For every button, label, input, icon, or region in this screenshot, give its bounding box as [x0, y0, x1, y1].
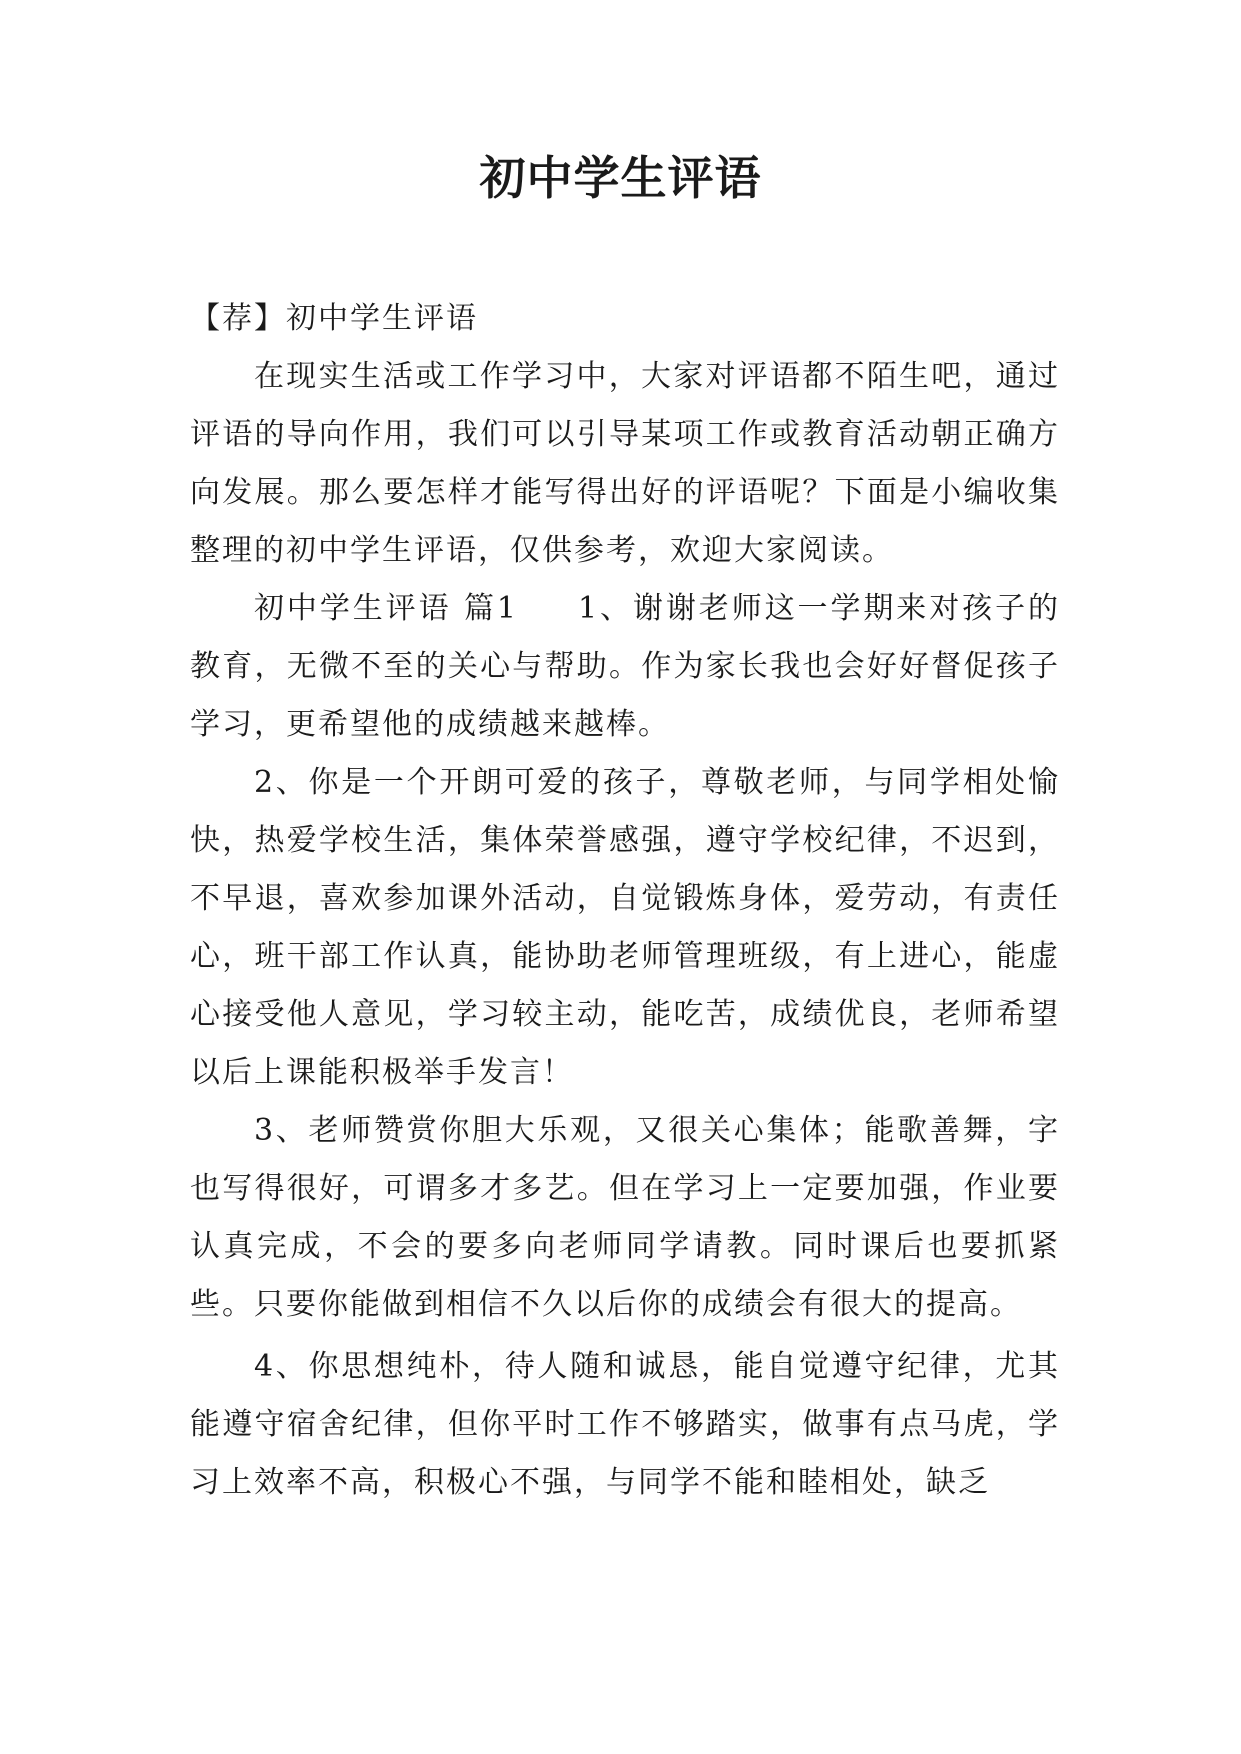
comment-item-2: 2、你是一个开朗可爱的孩子，尊敬老师，与同学相处愉快，热爱学校生活，集体荣誉感强，遵守学校纪律，不迟到，不早退，喜欢参加课外活动，自觉锻炼身体，爱劳动，有责任心，班干部工作认真，能协助老师管理班级，有上进心，能虚心接受他人意见，学习较主动，能吃苦，成绩优良，老师希望以后上课能积极举手发言！: [190, 765, 1060, 1090]
document-title: 初中学生评语: [479, 151, 762, 205]
subtitle-line: 【荐】初中学生评语: [190, 301, 478, 336]
comment-item-4: 4、你思想纯朴，待人随和诚恳，能自觉遵守纪律，尤其能遵守宿舍纪律，但你平时工作不够踏实，做事有点马虎，学习上效率不高，积极心不强，与同学不能和睦相处，缺乏: [190, 1349, 1060, 1500]
section-paragraph: [190, 580, 1060, 754]
comment-item-1: 1、谢谢老师这一学期来对孩子的教育，无微不至的关心与帮助。作为家长我也会好好督促孩子学习，更希望他的成绩越来越棒。: [190, 591, 1060, 742]
document-body: [190, 290, 1060, 1512]
section-heading: 初中学生评语 篇1: [254, 591, 518, 626]
comment-item-3: 3、老师赞赏你胆大乐观，又很关心集体；能歌善舞，字也写得很好，可谓多才多艺。但在学习上一定要加强，作业要认真完成，不会的要多向老师同学请教。同时课后也要抓紧些。只要你能做到相信不久以后你的成绩会有很大的提高。: [190, 1113, 1060, 1322]
intro-paragraph: 在现实生活或工作学习中，大家对评语都不陌生吧，通过评语的导向作用，我们可以引导某项工作或教育活动朝正确方向发展。那么要怎样才能写得出好的评语呢？下面是小编收集整理的初中学生评语，仅供参考，欢迎大家阅读。: [190, 359, 1060, 568]
